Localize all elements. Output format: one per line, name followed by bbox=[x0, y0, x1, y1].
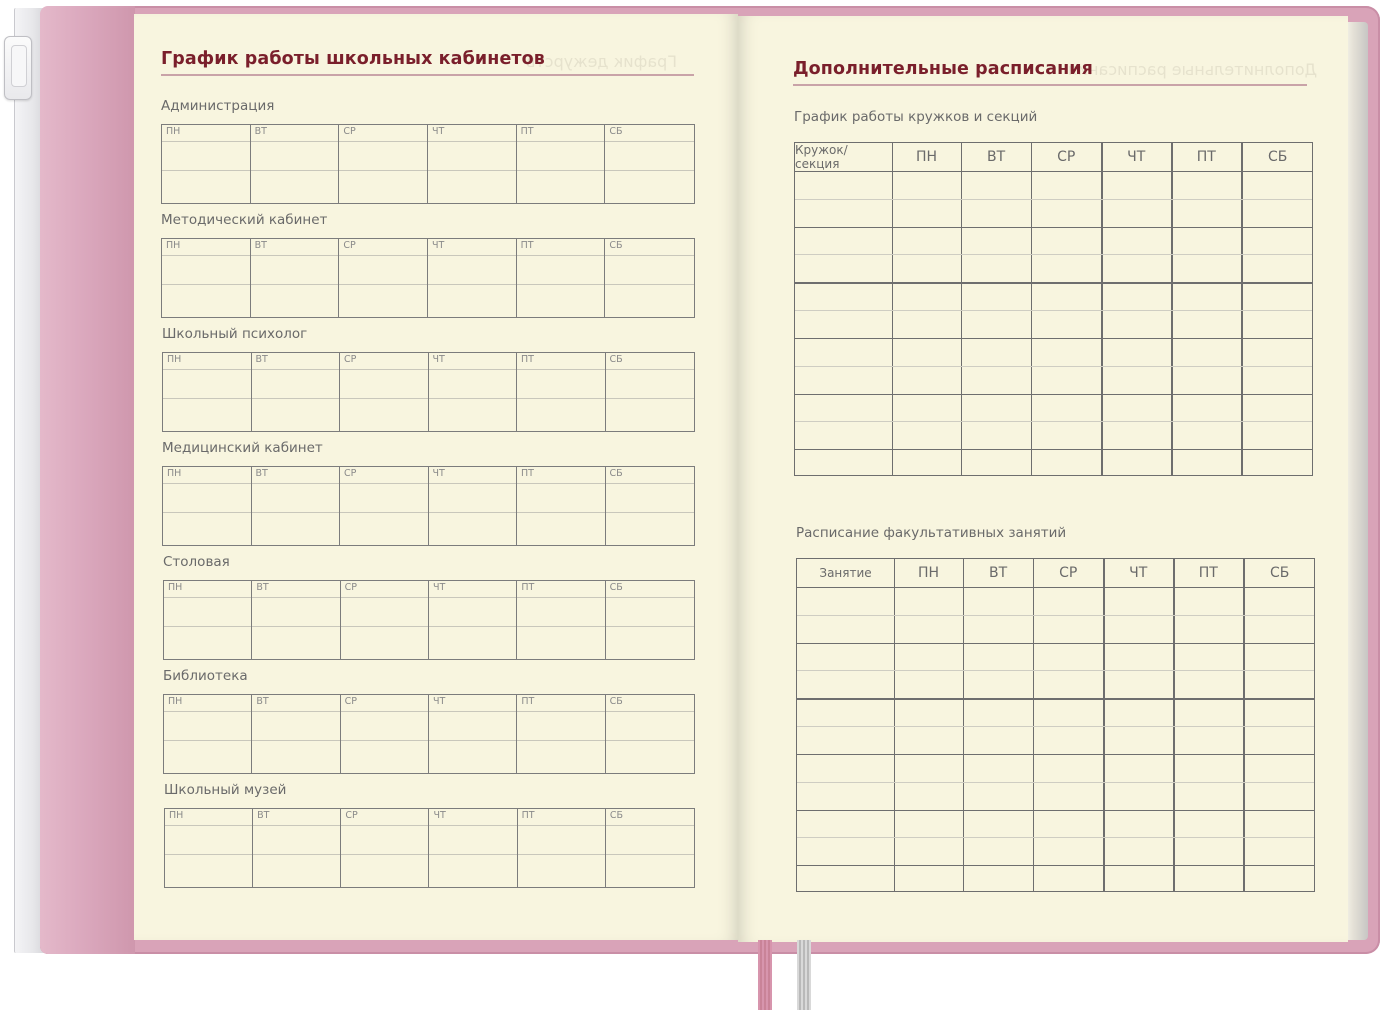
grid-rule bbox=[341, 711, 428, 712]
day-label: ПН bbox=[169, 810, 184, 821]
silver-bookmark-ribbon bbox=[797, 940, 811, 1010]
grid-rule bbox=[253, 825, 340, 826]
day-cell bbox=[517, 695, 605, 773]
day-cell bbox=[517, 239, 606, 317]
section-label: Методический кабинет bbox=[161, 212, 328, 228]
day-cell bbox=[517, 125, 606, 203]
grid-rule bbox=[164, 711, 251, 712]
grid-rule bbox=[252, 483, 340, 484]
day-label: ЧТ bbox=[433, 696, 446, 707]
grid-rule bbox=[429, 711, 516, 712]
row-divider bbox=[797, 865, 1314, 866]
grid-rule bbox=[517, 369, 605, 370]
row-guide bbox=[797, 837, 1314, 838]
day-cell bbox=[253, 809, 341, 887]
grid-rule bbox=[428, 255, 516, 256]
day-label: ВТ bbox=[256, 582, 269, 593]
day-cell bbox=[517, 581, 605, 659]
day-label: СБ bbox=[609, 696, 623, 707]
grid-rule bbox=[606, 825, 694, 826]
day-cell bbox=[251, 239, 340, 317]
day-header: СР bbox=[1059, 565, 1078, 581]
grid-rule bbox=[163, 369, 251, 370]
grid-rule bbox=[339, 141, 427, 142]
day-label: СР bbox=[344, 696, 358, 707]
day-label: ПН bbox=[168, 696, 183, 707]
day-label: ВТ bbox=[254, 240, 267, 251]
grid-rule bbox=[252, 369, 340, 370]
day-label: СБ bbox=[609, 240, 623, 251]
day-label: ЧТ bbox=[432, 354, 445, 365]
cover-flap bbox=[40, 6, 135, 954]
grid-rule bbox=[162, 255, 250, 256]
grid-rule bbox=[605, 255, 694, 256]
grid-rule bbox=[517, 141, 605, 142]
row-divider bbox=[795, 394, 1312, 395]
left-page bbox=[134, 14, 738, 940]
grid-rule bbox=[429, 825, 516, 826]
day-label: ПТ bbox=[520, 126, 534, 137]
day-label: ПН bbox=[168, 582, 183, 593]
day-label: СБ bbox=[609, 354, 623, 365]
day-label: ЧТ bbox=[431, 240, 445, 251]
grid-rule bbox=[251, 255, 339, 256]
day-cell bbox=[429, 353, 518, 431]
day-cell bbox=[606, 467, 695, 545]
row-divider bbox=[797, 698, 1314, 699]
show-through-text: Дополнительные расписания bbox=[1068, 60, 1318, 79]
column-divider bbox=[1033, 559, 1034, 891]
weekly-grid bbox=[161, 238, 695, 318]
grid-rule bbox=[165, 825, 252, 826]
day-label: СБ bbox=[609, 126, 623, 137]
row-guide bbox=[795, 310, 1312, 311]
day-label: СР bbox=[345, 810, 358, 821]
clubs-schedule-table bbox=[794, 142, 1313, 476]
day-label: ЧТ bbox=[431, 126, 445, 137]
day-cell bbox=[165, 809, 253, 887]
day-cell bbox=[429, 467, 518, 545]
day-label: СР bbox=[344, 582, 358, 593]
column-divider bbox=[963, 559, 964, 891]
column-divider bbox=[1171, 143, 1172, 475]
day-header: ЧТ bbox=[1127, 149, 1146, 165]
day-header: СР bbox=[1057, 149, 1076, 165]
grid-rule bbox=[252, 597, 339, 598]
day-cell bbox=[605, 125, 694, 203]
title-underline bbox=[793, 84, 1307, 86]
weekly-grid bbox=[162, 466, 695, 546]
day-label: ПТ bbox=[521, 468, 534, 479]
clubs-schedule-label: График работы кружков и секций bbox=[794, 109, 1038, 125]
day-label: ВТ bbox=[257, 810, 270, 821]
section-label: Администрация bbox=[161, 98, 275, 114]
day-label: СР bbox=[343, 240, 356, 251]
row-guide bbox=[795, 366, 1312, 367]
title-underline bbox=[161, 74, 694, 76]
day-label: СБ bbox=[609, 810, 623, 821]
day-cell bbox=[606, 809, 694, 887]
column-divider bbox=[892, 143, 893, 475]
day-label: ЧТ bbox=[433, 810, 446, 821]
grid-rule bbox=[163, 483, 251, 484]
day-label: СБ bbox=[609, 582, 623, 593]
row-divider bbox=[795, 449, 1312, 450]
weekly-grid bbox=[163, 580, 695, 660]
day-label: ПТ bbox=[520, 240, 534, 251]
row-guide bbox=[797, 670, 1314, 671]
day-label: ПТ bbox=[521, 696, 535, 707]
day-cell bbox=[162, 239, 251, 317]
day-label: ПТ bbox=[521, 810, 535, 821]
row-divider bbox=[797, 810, 1314, 811]
day-header: ВТ bbox=[989, 565, 1008, 581]
day-cell bbox=[252, 467, 341, 545]
day-cell bbox=[606, 695, 694, 773]
row-guide bbox=[795, 421, 1312, 422]
section-label: Столовая bbox=[163, 554, 230, 570]
day-label: СБ bbox=[609, 468, 623, 479]
grid-rule bbox=[428, 141, 516, 142]
day-label: ПН bbox=[166, 240, 181, 251]
row-guide bbox=[797, 615, 1314, 616]
day-label: ЧТ bbox=[433, 582, 446, 593]
column-divider bbox=[1103, 559, 1104, 891]
activity-header: Занятие bbox=[819, 566, 872, 580]
grid-rule bbox=[606, 369, 695, 370]
electives-schedule-table bbox=[796, 558, 1315, 892]
day-label: ВТ bbox=[256, 696, 269, 707]
grid-rule bbox=[341, 825, 428, 826]
day-label: ВТ bbox=[254, 126, 267, 137]
zipper-pull bbox=[4, 36, 32, 100]
day-label: СР bbox=[344, 468, 357, 479]
day-cell bbox=[429, 695, 517, 773]
day-cell bbox=[252, 695, 340, 773]
day-cell bbox=[164, 695, 252, 773]
section-label: Школьный психолог bbox=[162, 326, 308, 342]
page-edges bbox=[1346, 22, 1368, 940]
grid-rule bbox=[340, 483, 428, 484]
weekly-grid bbox=[162, 352, 695, 432]
day-header: СБ bbox=[1269, 565, 1290, 581]
day-cell bbox=[428, 125, 517, 203]
day-label: СР bbox=[343, 126, 356, 137]
grid-rule bbox=[429, 483, 517, 484]
right-page bbox=[738, 16, 1348, 942]
day-cell bbox=[164, 581, 252, 659]
section-label: Школьный музей bbox=[164, 782, 287, 798]
day-label: ВТ bbox=[255, 354, 268, 365]
row-divider bbox=[795, 227, 1312, 228]
grid-rule bbox=[517, 255, 605, 256]
grid-rule bbox=[251, 141, 339, 142]
day-header: СБ bbox=[1267, 149, 1288, 165]
column-divider bbox=[1031, 143, 1032, 475]
day-cell bbox=[341, 581, 429, 659]
column-divider bbox=[894, 559, 895, 891]
day-cell bbox=[340, 467, 429, 545]
row-divider bbox=[797, 754, 1314, 755]
day-cell bbox=[605, 239, 694, 317]
day-cell bbox=[517, 353, 606, 431]
row-guide bbox=[797, 726, 1314, 727]
day-cell bbox=[429, 809, 517, 887]
grid-rule bbox=[517, 711, 604, 712]
section-label: Медицинский кабинет bbox=[162, 440, 323, 456]
column-divider bbox=[1101, 143, 1102, 475]
weekly-grid bbox=[163, 694, 695, 774]
day-cell bbox=[252, 581, 340, 659]
weekly-grid bbox=[161, 124, 695, 204]
grid-rule bbox=[606, 711, 694, 712]
grid-rule bbox=[341, 597, 428, 598]
column-divider bbox=[961, 143, 962, 475]
day-cell bbox=[517, 467, 606, 545]
activity-header: Кружок/секция bbox=[795, 143, 848, 171]
day-header: ПТ bbox=[1196, 149, 1216, 165]
day-cell bbox=[251, 125, 340, 203]
day-label: ПН bbox=[167, 354, 182, 365]
day-cell bbox=[163, 467, 252, 545]
row-divider bbox=[797, 643, 1314, 644]
weekly-grid bbox=[164, 808, 695, 888]
grid-rule bbox=[339, 255, 427, 256]
section-label: Библиотека bbox=[163, 668, 248, 684]
day-header: ВТ bbox=[987, 149, 1006, 165]
row-divider bbox=[795, 282, 1312, 283]
electives-schedule-label: Расписание факультативных занятий bbox=[796, 525, 1067, 541]
grid-rule bbox=[517, 597, 604, 598]
grid-rule bbox=[162, 141, 250, 142]
day-label: ПТ bbox=[521, 582, 535, 593]
day-cell bbox=[163, 353, 252, 431]
day-label: ПН bbox=[167, 468, 182, 479]
day-label: ЧТ bbox=[432, 468, 445, 479]
grid-rule bbox=[429, 369, 517, 370]
day-cell bbox=[606, 581, 694, 659]
right-page-title: Дополнительные расписания bbox=[793, 59, 1093, 79]
day-header: ПТ bbox=[1198, 565, 1218, 581]
row-guide bbox=[797, 782, 1314, 783]
day-label: СР bbox=[344, 354, 357, 365]
day-cell bbox=[252, 353, 341, 431]
show-through-text: График дежурств bbox=[526, 52, 678, 71]
grid-rule bbox=[252, 711, 339, 712]
day-header: ПН bbox=[918, 565, 940, 581]
day-label: ПТ bbox=[521, 354, 534, 365]
grid-rule bbox=[164, 597, 251, 598]
day-cell bbox=[518, 809, 606, 887]
grid-rule bbox=[340, 369, 428, 370]
day-cell bbox=[341, 809, 429, 887]
day-header: ПН bbox=[916, 149, 938, 165]
day-cell bbox=[339, 239, 428, 317]
grid-rule bbox=[605, 141, 694, 142]
row-guide bbox=[795, 199, 1312, 200]
grid-rule bbox=[518, 825, 605, 826]
row-guide bbox=[795, 254, 1312, 255]
day-label: ПН bbox=[166, 126, 181, 137]
day-cell bbox=[341, 695, 429, 773]
day-cell bbox=[429, 581, 517, 659]
pink-bookmark-ribbon bbox=[758, 940, 772, 1010]
day-cell bbox=[339, 125, 428, 203]
day-cell bbox=[428, 239, 517, 317]
day-cell bbox=[606, 353, 695, 431]
grid-rule bbox=[606, 597, 694, 598]
day-label: ВТ bbox=[255, 468, 268, 479]
day-cell bbox=[340, 353, 429, 431]
column-divider bbox=[1241, 143, 1242, 475]
column-divider bbox=[1173, 559, 1174, 891]
column-divider bbox=[1243, 559, 1244, 891]
grid-rule bbox=[429, 597, 516, 598]
row-divider bbox=[795, 338, 1312, 339]
day-header: ЧТ bbox=[1129, 565, 1148, 581]
day-cell bbox=[162, 125, 251, 203]
left-page-title: График работы школьных кабинетов bbox=[161, 49, 545, 69]
grid-rule bbox=[517, 483, 605, 484]
grid-rule bbox=[606, 483, 695, 484]
